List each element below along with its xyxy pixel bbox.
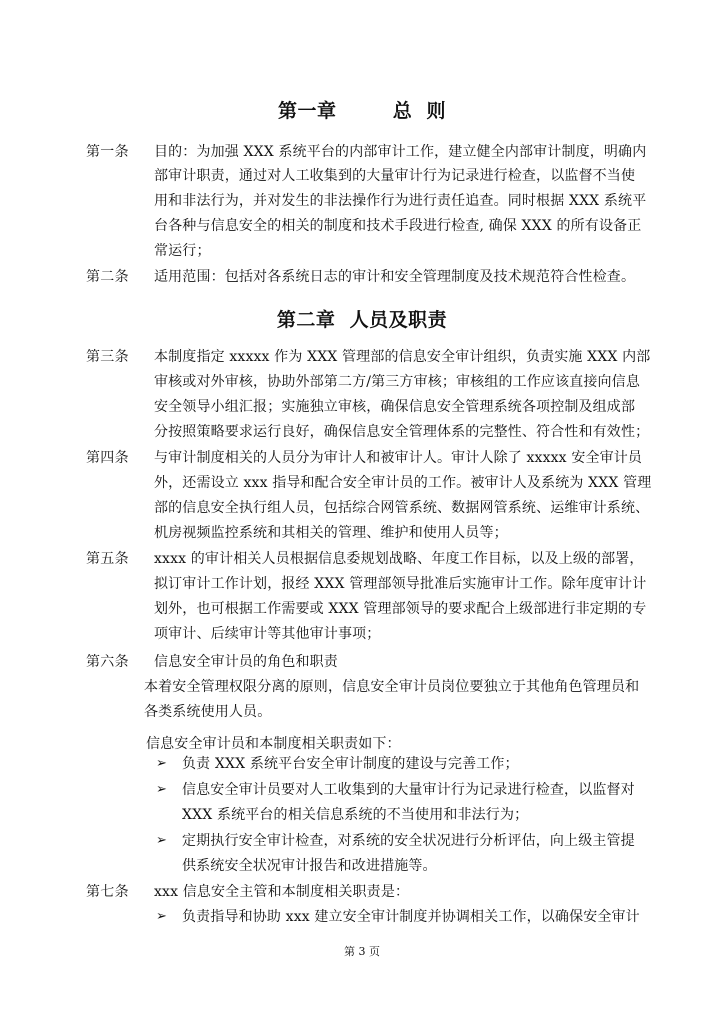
article-4-line: 外，还需设立 xxx 指导和配合安全审计员的工作。被审计人及系统为 XXX 管理 (154, 475, 652, 491)
page-footer (0, 943, 724, 959)
article-1-label: 第一条 (86, 144, 129, 160)
chapter-1-title: 第一章 (278, 100, 337, 122)
article-3-line: 分按照策略要求运行良好，确保信息安全管理体系的完整性、符合性和有效性； (154, 424, 650, 440)
article-7-bullet-line: 负责指导和协助 xxx 建立安全审计制度并协调相关工作，以确保安全审计 (182, 909, 640, 925)
article-2-line: 适用范围：包括对各系统日志的审计和安全管理制度及技术规范符合性检查。 (154, 269, 636, 285)
article-3-line: 安全领导小组汇报；实施独立审核，确保信息安全管理系统各项控制及组成部 (154, 399, 636, 415)
article-6-bullet-line: XXX 系统平台的相关信息系统的不当使用和非法行为； (182, 807, 529, 823)
article-1-line: 用和非法行为，并对发生的非法操作行为进行责任追查。同时根据 XXX 系统平 (154, 193, 647, 209)
article-4-line: 部的信息安全执行组人员，包括综合网管系统、数据网管系统、运维审计系统、 (154, 500, 650, 516)
article-2-label: 第二条 (86, 269, 129, 285)
article-4-line: 与审计制度相关的人员分为审计人和被审计人。审计人除了 xxxxx 安全审计员 (154, 450, 643, 466)
article-5-line: 拟订审计工作计划，报经 XXX 管理部领导批准后实施审计工作。除年度审计计 (154, 576, 647, 592)
article-3-line: 本制度指定 xxxxx 作为 XXX 管理部的信息安全审计组织，负责实施 XXX 内部 (154, 349, 651, 365)
article-6-bullet-line: 定期执行安全审计检查，对系统的安全状况进行分析评估，向上级主管提 (182, 833, 635, 849)
article-3-line: 审核或对外审核，协助外部第二方/第三方审核；审核组的工作应该直接向信息 (154, 374, 640, 390)
article-5-label: 第五条 (86, 551, 129, 567)
article-1-line: 台各种与信息安全的相关的制度和技术手段进行检查, 确保 XXX 的所有设备正 (154, 218, 642, 234)
bullet-arrow-icon: ➢ (156, 782, 167, 797)
article-6-line: 信息安全审计员和本制度相关职责如下： (146, 736, 401, 752)
article-5-line: 划外，也可根据工作需要或 XXX 管理部领导的要求配合上级部进行非定期的专 (154, 601, 647, 617)
article-6-line: 信息安全审计员的角色和职责 (154, 654, 338, 670)
article-1-line: 常运行； (154, 243, 211, 259)
article-1-line: 目的：为加强 XXX 系统平台的内部审计工作，建立健全内部审计制度，明确内 (154, 144, 647, 160)
chapter-1-heading (0, 96, 724, 123)
article-6-bullet-line: 负责 XXX 系统平台安全审计制度的建设与完善工作； (182, 756, 519, 772)
bullet-arrow-icon: ➢ (156, 833, 167, 848)
chapter-2-heading: 第二章 人员及职责 (276, 309, 448, 331)
article-3-label: 第三条 (86, 349, 129, 365)
article-7-label: 第七条 (86, 884, 129, 900)
article-1-line: 部审计职责，通过对人工收集到的大量审计行为记录进行检查，以监督不当使 (154, 168, 636, 184)
article-6-label: 第六条 (86, 654, 129, 670)
footer-suffix: 页 (369, 945, 380, 958)
bullet-arrow-icon: ➢ (156, 909, 167, 924)
article-4-label: 第四条 (86, 450, 129, 466)
article-4-line: 机房视频监控系统和其相关的管理、维护和使用人员等； (154, 525, 508, 541)
bullet-arrow-icon: ➢ (156, 756, 167, 771)
article-6-line: 本着安全管理权限分离的原则，信息安全审计员岗位要独立于其他角色管理员和 (144, 679, 640, 695)
article-6-bullet-line: 信息安全审计员要对人工收集到的大量审计行为记录进行检查，以监督对 (182, 782, 635, 798)
article-5-line: 项审计、后续审计等其他审计事项； (154, 626, 381, 642)
footer-prefix: 第 (344, 945, 355, 958)
chapter-1-subtitle: 总 则 (392, 100, 446, 122)
article-6-bullet-line: 供系统安全状况审计报告和改进措施等。 (182, 858, 437, 874)
article-7-line: xxx 信息安全主管和本制度相关职责是： (154, 884, 410, 900)
page-number: 3 (358, 945, 366, 958)
article-5-line: xxxx 的审计相关人员根据信息委规划战略、年度工作目标，以及上级的部署， (154, 551, 644, 567)
article-6-line: 各类系统使用人员。 (144, 704, 272, 720)
